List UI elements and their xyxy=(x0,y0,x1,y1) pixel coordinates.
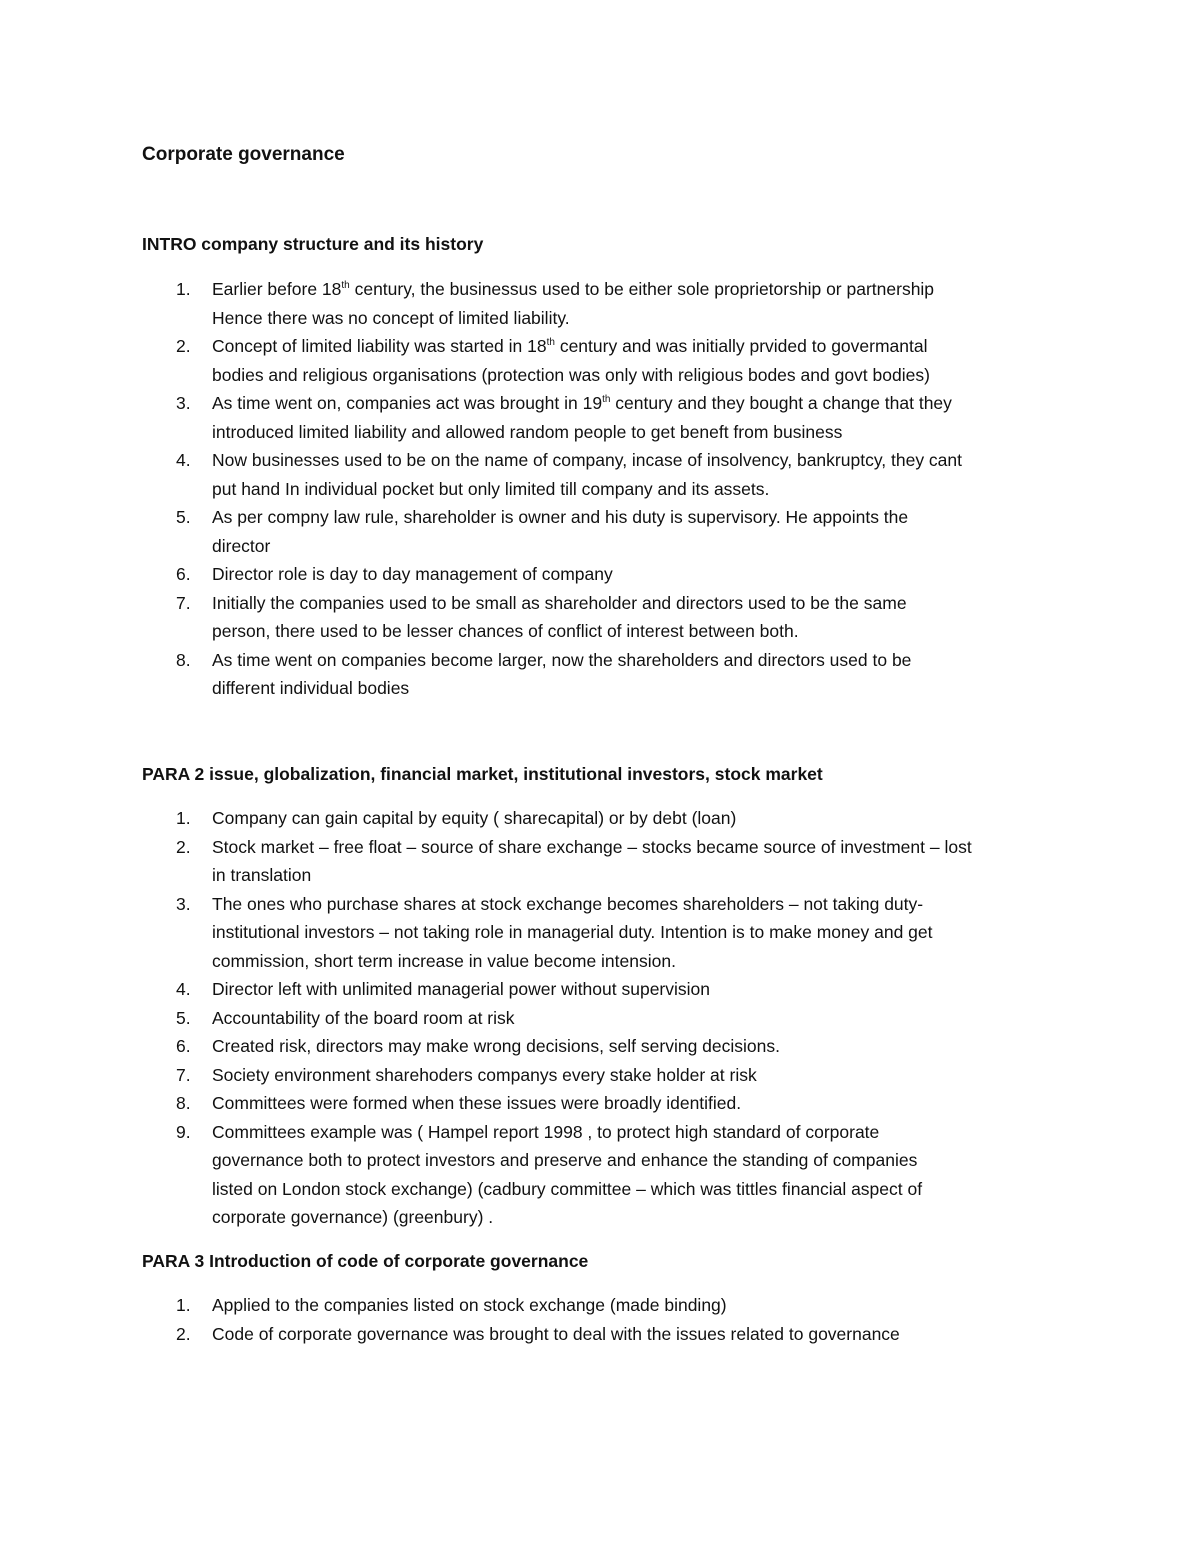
list-item xyxy=(142,589,1072,646)
text-run: century and was initially prvided to govermantal xyxy=(554,336,928,356)
list-item-text-line xyxy=(212,918,1072,947)
text-run: Accountability of the board room at risk xyxy=(212,1007,515,1028)
list-item-text-line xyxy=(212,304,1072,333)
list-item-text-line xyxy=(212,1175,1072,1204)
list-item-text-line xyxy=(212,560,1072,589)
superscript-text: th xyxy=(546,337,555,348)
text-run: century and they bought a change that they xyxy=(610,393,952,413)
list-item-text-line xyxy=(212,418,1072,447)
text-run: corporate governance) (greenbury) . xyxy=(212,1207,494,1227)
list-item-text-line xyxy=(212,361,1072,390)
list-item-text-line xyxy=(212,475,1072,504)
list-item-number: 4. xyxy=(176,450,191,470)
list-item-number: 2. xyxy=(176,836,191,857)
list-item-text-line xyxy=(212,617,1072,646)
list-item xyxy=(142,804,1072,833)
section-heading-intro: INTRO company structure and its history xyxy=(142,234,484,254)
list-item-text-line xyxy=(212,1032,1072,1061)
text-run: Applied to the companies listed on stock exchange (made binding) xyxy=(212,1295,727,1315)
text-run: Initially the companies used to be small as shareholder and directors used to be the same xyxy=(212,592,907,613)
text-run: introduced limited liability and allowed random people to get beneft from business xyxy=(212,421,843,442)
list-item-number: 7. xyxy=(176,1064,191,1085)
superscript-text: th xyxy=(602,394,611,405)
list-item-number: 5. xyxy=(176,507,191,527)
list-item-text-line xyxy=(212,1320,1072,1349)
text-run: put hand In individual pocket but only limited till company and its assets. xyxy=(212,478,770,499)
list-item xyxy=(142,1061,1072,1090)
text-run: bodies and religious organisations (protection was only with religious bodes and govt bodies) xyxy=(212,364,930,385)
list-item xyxy=(142,560,1072,589)
text-run: As time went on, companies act was brought in 19 xyxy=(212,393,603,413)
list-item-number: 3. xyxy=(176,393,191,413)
text-run: Hence there was no concept of limited liability. xyxy=(212,307,570,328)
list-item-text-line xyxy=(212,1004,1072,1033)
list-item xyxy=(142,503,1072,560)
text-run: different individual bodies xyxy=(212,678,410,698)
list-item-text-line xyxy=(212,389,1072,418)
text-run: As time went on companies become larger, now the shareholders and directors used to be xyxy=(212,649,912,670)
text-run: Committees were formed when these issues were broadly identified. xyxy=(212,1093,742,1113)
list-item xyxy=(142,275,1072,332)
text-run: governance both to protect investors and preserve and enhance the standing of companies xyxy=(212,1150,918,1170)
list-item xyxy=(142,646,1072,703)
list-item-number: 5. xyxy=(176,1007,191,1028)
text-run: Code of corporate governance was brought to deal with the issues related to governance xyxy=(212,1323,900,1344)
list-item-number: 4. xyxy=(176,979,191,999)
text-run: listed on London stock exchange) (cadbury committee – which was tittles financial aspect of xyxy=(212,1178,923,1199)
text-run: Created risk, directors may make wrong decisions, self serving decisions. xyxy=(212,1036,780,1056)
list-item xyxy=(142,1320,1072,1349)
section-list-para-2 xyxy=(142,804,1072,1232)
list-item xyxy=(142,332,1072,389)
list-item-text-line xyxy=(212,646,1072,675)
text-run: As per compny law rule, shareholder is owner and his duty is supervisory. He appoints the xyxy=(212,507,909,527)
list-item-text-line xyxy=(212,503,1072,532)
text-run: person, there used to be lesser chances of conflict of interest between both. xyxy=(212,621,799,641)
list-item-number: 6. xyxy=(176,1036,191,1056)
list-item-number: 8. xyxy=(176,649,191,670)
text-run: Director left with unlimited managerial power without supervision xyxy=(212,979,710,999)
list-item-number: 1. xyxy=(176,279,191,299)
text-run: director xyxy=(212,535,271,556)
list-item-number: 3. xyxy=(176,893,191,914)
list-item-text-line xyxy=(212,1146,1072,1175)
text-run: century, the businessus used to be either sole proprietorship or partnership xyxy=(349,279,935,299)
section-heading-para-2: PARA 2 issue, globalization, financial market, institutional investors, stock market xyxy=(142,764,823,784)
list-item xyxy=(142,1291,1072,1320)
text-run: Director role is day to day management of company xyxy=(212,564,613,584)
list-item-number: 2. xyxy=(176,1323,191,1344)
list-item-text-line xyxy=(212,1089,1072,1118)
text-run: The ones who purchase shares at stock exchange becomes shareholders – not taking duty- xyxy=(212,893,924,914)
text-run: Now businesses used to be on the name of company, incase of insolvency, bankruptcy, they cant xyxy=(212,450,963,470)
list-item-text-line xyxy=(212,804,1072,833)
list-item xyxy=(142,446,1072,503)
list-item-text-line xyxy=(212,674,1072,703)
list-item-number: 9. xyxy=(176,1121,191,1142)
list-item xyxy=(142,389,1072,446)
list-item-number: 6. xyxy=(176,564,191,584)
list-item xyxy=(142,1032,1072,1061)
section-list-para-3 xyxy=(142,1291,1072,1348)
list-item xyxy=(142,1089,1072,1118)
list-item xyxy=(142,1118,1072,1232)
list-item xyxy=(142,1004,1072,1033)
list-item-text-line xyxy=(212,975,1072,1004)
list-item-text-line xyxy=(212,833,1072,862)
text-run: Committees example was ( Hampel report 1998 , to protect high standard of corporate xyxy=(212,1121,880,1142)
text-run: commission, short term increase in value become intension. xyxy=(212,950,676,971)
list-item-text-line xyxy=(212,332,1072,361)
text-run: Stock market – free float – source of share exchange – stocks became source of investment – lost xyxy=(212,836,972,857)
list-item-text-line xyxy=(212,275,1072,304)
section-heading-para-3: PARA 3 Introduction of code of corporate governance xyxy=(142,1251,589,1271)
list-item-text-line xyxy=(212,1118,1072,1147)
text-run: institutional investors – not taking role in managerial duty. Intention is to make money and get xyxy=(212,922,933,942)
text-run: Concept of limited liability was started in 18 xyxy=(212,336,547,356)
list-item-number: 8. xyxy=(176,1093,191,1113)
list-item-text-line xyxy=(212,446,1072,475)
list-item-text-line xyxy=(212,890,1072,919)
text-run: Company can gain capital by equity ( sharecapital) or by debt (loan) xyxy=(212,808,737,828)
list-item-number: 1. xyxy=(176,808,191,828)
list-item-text-line xyxy=(212,1203,1072,1232)
list-item-number: 2. xyxy=(176,336,191,356)
document-title: Corporate governance xyxy=(142,144,345,165)
list-item xyxy=(142,890,1072,976)
list-item-text-line xyxy=(212,861,1072,890)
text-run: Earlier before 18 xyxy=(212,279,342,299)
text-run: Society environment sharehoders companys every stake holder at risk xyxy=(212,1064,757,1085)
list-item-number: 7. xyxy=(176,592,191,613)
text-run: in translation xyxy=(212,865,312,885)
list-item-text-line xyxy=(212,589,1072,618)
list-item-number: 1. xyxy=(176,1295,191,1315)
list-item xyxy=(142,833,1072,890)
list-item-text-line xyxy=(212,1291,1072,1320)
section-list-intro xyxy=(142,275,1072,703)
list-item-text-line xyxy=(212,1061,1072,1090)
list-item-text-line xyxy=(212,947,1072,976)
list-item-text-line xyxy=(212,532,1072,561)
superscript-text: th xyxy=(341,280,350,291)
list-item xyxy=(142,975,1072,1004)
